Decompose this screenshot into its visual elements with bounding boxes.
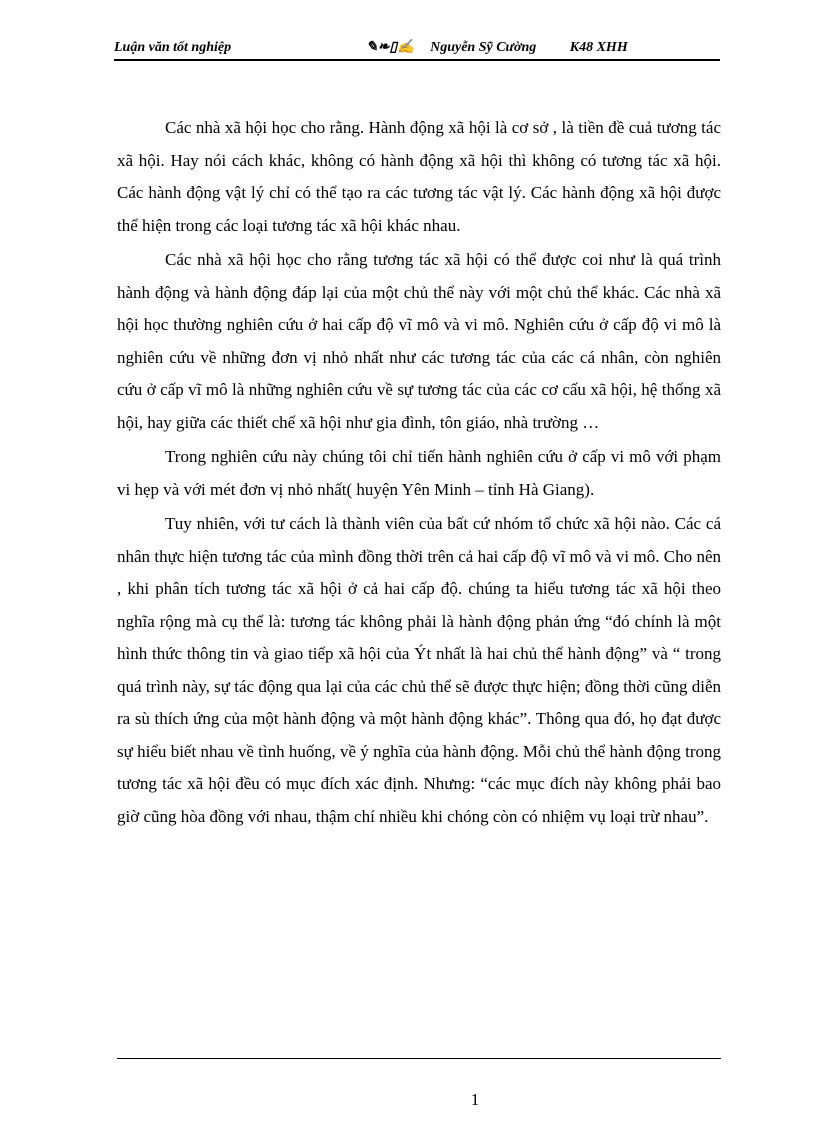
- page-number: 1: [470, 1090, 480, 1109]
- page-header: [114, 38, 720, 60]
- ornament-icon: ✎❧▯✍: [366, 40, 415, 55]
- footer-divider: [117, 1058, 721, 1059]
- header-right: [366, 38, 628, 58]
- header-divider: [114, 59, 720, 61]
- paragraph-2: Các nhà xã hội học cho rằng tương tác xã hội có thể được coi như là quá trình hành động và hành động đáp lại của một chủ thể này với một chủ thể khác. Các nhà xã hội học thường nghiên cứu ở hai cấp độ vĩ mô và vi mô. Nghiên cứu ở cấp độ vi mô là nghiên cứu về những đơn vị nhỏ nhất như các tương tác của các cá nhân, còn nghiên cứu ở cấp vĩ mô là những nghiên cứu về sự tương tác của các cơ cấu xã hội, hệ thống xã hội, hay giữa các thiết chế xã hội như gia đình, tôn giáo, nhà trường …: [117, 250, 721, 432]
- header-author: Nguyễn Sỹ Cường: [430, 40, 537, 55]
- paragraph-1: Các nhà xã hội học cho rằng. Hành động xã hội là cơ sở , là tiền đề cuả tương tác xã hội. Hay nói cách khác, không có hành động xã hội thì không có tương tác xã hội. Các hành động vật lý chỉ có thể tạo ra các tương tác vật lý. Các hành động xã hội được thể hiện trong các loại tương tác xã hội khác nhau.: [117, 118, 721, 235]
- paragraph-4: Tuy nhiên, với tư cách là thành viên của bất cứ nhóm tổ chức xã hội nào. Các cá nhân thực hiện tương tác của mình đồng thời trên cả hai cấp độ vĩ mô và vi mô. Cho nên , khi phân tích tương tác xã hội ở cả hai cấp độ. chúng ta hiểu tương tác xã hội theo nghĩa rộng mà cụ thể là: tương tác không phải là hành động phản ứng “đó chính là một hình thức thông tin và giao tiếp xã hội của Ýt nhất là hai chủ thể hành động” và “ trong quá trình này, sự tác động qua lại của các chủ thể sẽ được thực hiện; đồng thời cũng diễn ra sù thích ứng của một hành động và một hành động khác”. Thông qua đó, họ đạt được sự hiểu biết nhau về tình huống, về ý nghĩa của hành động. Mỗi chủ thể hành động trong tương tác xã hội đều có mục đích xác định. Nhưng: “các mục đích này không phải bao giờ cũng hòa đồng với nhau, thậm chí nhiều khi chóng còn có nhiệm vụ loại trừ nhau”.: [117, 514, 721, 826]
- header-class: K48 XHH: [569, 40, 628, 55]
- paragraph-3: Trong nghiên cứu này chúng tôi chỉ tiến hành nghiên cứu ở cấp vi mô với phạm vi hẹp và với mét đơn vị nhỏ nhất( huyện Yên Minh – tỉnh Hà Giang).: [117, 447, 721, 499]
- document-body: [117, 112, 721, 833]
- header-title: Luận văn tốt nghiệp: [114, 40, 232, 55]
